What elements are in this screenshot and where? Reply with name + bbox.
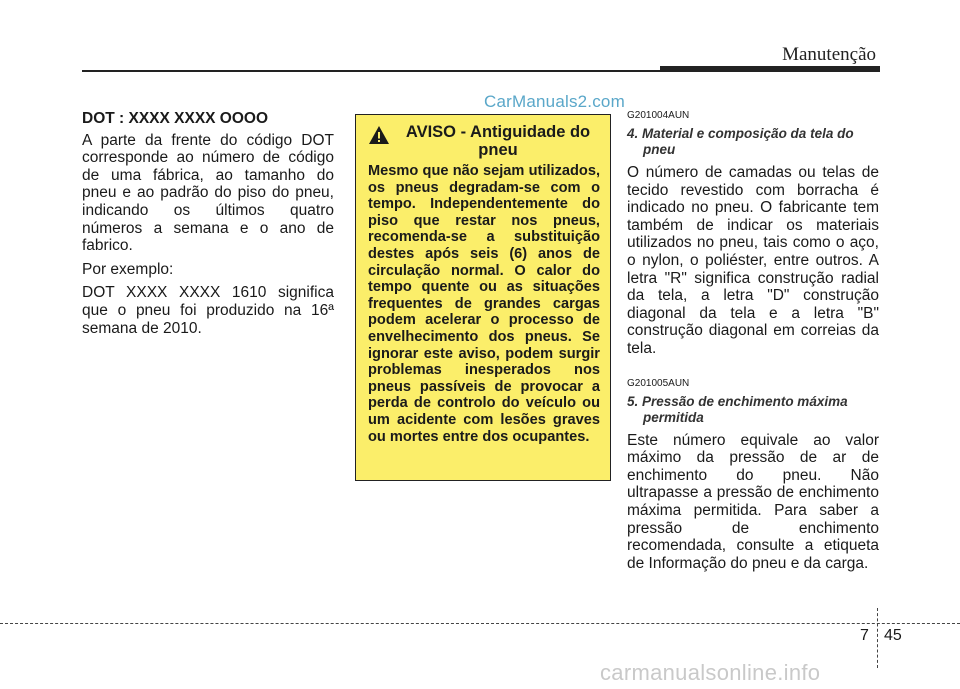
footer-divider [0,623,960,624]
watermark-bottom: carmanualsonline.info [600,660,821,685]
dot-description: A parte da frente do código DOT corresponde ao número de código de uma fábrica, ao tamanho do pneu e ao padrão do piso do pneu, indicando os últimos quatro números a semana e o ano de fabrico. [82,131,334,255]
warning-box [355,114,611,481]
warning-title-row [356,115,610,159]
section-heading [627,394,879,426]
chapter-number: 7 [860,627,869,644]
page-header-title: Manutenção [782,44,876,65]
section-body: O número de camadas ou telas de tecido revestido com borracha é indicado no pneu. O fabricante tem também de indicar os materiais utilizados no pneu, tais como o aço, o nylon, o poliéster, entre outros. A letra "R" significa construção radial da tela, a letra "D" construção diagonal da tela e a letra "B" construção diagonal em correias da tela. [627,164,879,357]
section-code: G201004AUN [627,110,690,121]
warning-title: AVISO - Antiguidade do pneu [405,123,591,159]
dot-code-heading: DOT : XXXX XXXX OOOO [82,110,269,127]
left-column [82,110,334,343]
section-code: G201005AUN [627,377,690,389]
warning-body: Mesmo que não sejam utilizados, os pneus degradam-se com o tempo. Independentemente do piso que restar nos pneus, recomenda-se a substituição destes após seis (6) anos de circulação normal. O calor do tempo quente ou as situações frequentes de grandes cargas podem acelerar o processo de envelhecimento dos pneus. Se ignorar este aviso, podem surgir problemas inesperados nos pneus passíveis de provocar a perda de controlo do veículo ou um acidente com lesões graves ou mortes entre dos ocupantes. [368,163,600,445]
footer-vertical-divider [877,608,878,668]
section-heading-line-2: permitida [643,409,704,425]
warning-triangle-icon [368,125,390,145]
example-text: DOT XXXX XXXX 1610 significa que o pneu foi produzido na 16ª semana de 2010. [82,284,334,337]
right-column [627,110,879,578]
section-body: Este número equivale ao valor máximo da pressão de ar de enchimento do pneu. Não ultrapasse a pressão de enchimento máxima permitida. Para saber a pressão de enchimento recomendada, consulte a etiqueta de Informação do pneu e da carga. [627,431,879,572]
section-heading [627,126,879,158]
example-label: Por exemplo: [82,260,174,278]
header-rule-accent [660,66,880,72]
header-rule [82,70,660,72]
section-heading-line-1: 5. Pressão de enchimento máxima [627,393,848,409]
watermark-top: CarManuals2.com [484,92,625,111]
section-heading-line-2: pneu [643,142,676,157]
section-heading-line-1: 4. Material e composição da tela do [627,126,854,141]
page-number: 45 [884,627,902,644]
